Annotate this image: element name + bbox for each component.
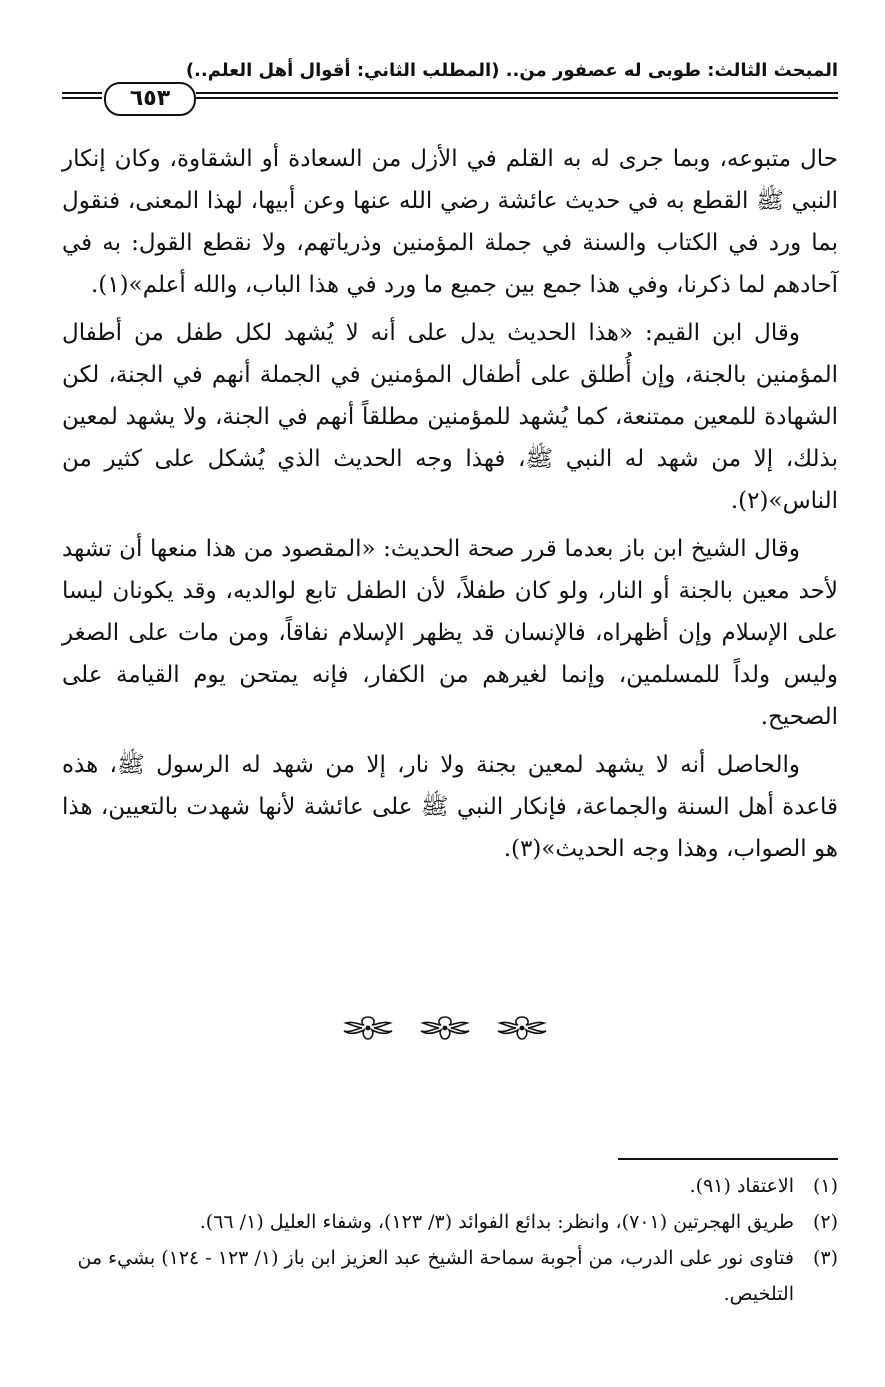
paragraph-2: وقال ابن القيم: «هذا الحديث يدل على أنه لا يُشهد لكل طفل من أطفال المؤمنين بالجنة، وإن أُطلق على أطفال المؤمنين في الجملة أنهم في الجنة، لكن الشهادة للمعين ممتنعة، كما يُشهد للمؤمنين مطلقاً أنهم في الجنة، ولا يشهد لمعين بذلك، إلا من شهد له النبي ﷺ، فهذا وجه الحديث الذي يُشكل على كثير من الناس»(٢). (62, 320, 838, 514)
paragraph-1: حال متبوعه، وبما جرى له به القلم في الأزل من السعادة أو الشقاوة، وكان إنكار النبي ﷺ القطع به في حديث عائشة رضي الله عنها وعن أبيها، لهذا المعنى، فنقول بما ورد في الكتاب والسنة في جملة المؤمنين وذرياتهم، ولا نقطع القول: به في آحادهم لما ذكرنا، وفي هذا جمع بين جميع ما ورد في هذا الباب، والله أعلم»(١). (62, 146, 838, 298)
footnote-item (62, 1168, 838, 1204)
footnote-text: الاعتقاد (٩١). (689, 1175, 794, 1197)
footnotes (62, 1168, 838, 1312)
footnote-number: (٢) (812, 1211, 838, 1233)
floral-ornament-icon (494, 1013, 550, 1043)
section-divider (340, 1008, 550, 1048)
footnote-number: (١) (812, 1175, 838, 1197)
footnote-number: (٣) (812, 1247, 838, 1269)
page-number: ٦٥٣ (104, 82, 196, 116)
footnote-text: فتاوى نور على الدرب، من أجوبة سماحة الشيخ عبد العزيز ابن باز (١/ ١٢٣ - ١٢٤) بشيء من التلخيص. (77, 1247, 794, 1305)
footnote-text: طريق الهجرتين (٧٠١)، وانظر: بدائع الفوائد (٣/ ١٢٣)، وشفاء العليل (١/ ٦٦). (199, 1211, 794, 1233)
header-rule-left-bottom (62, 97, 102, 99)
header-rule-top (196, 92, 838, 94)
paragraph-4: والحاصل أنه لا يشهد لمعين بجنة ولا نار، إلا من شهد له الرسول ﷺ، هذه قاعدة أهل السنة والجماعة، فإنكار النبي ﷺ على عائشة لأنها شهدت بالتعيين، هذا هو الصواب، وهذا وجه الحديث»(٣). (62, 752, 838, 862)
footnote-item (62, 1204, 838, 1240)
floral-ornament-icon (417, 1013, 473, 1043)
paragraph-3: وقال الشيخ ابن باز بعدما قرر صحة الحديث: «المقصود من هذا منعها أن تشهد لأحد معين بالجنة أو النار، ولو كان طفلاً، لأن الطفل تابع لوالديه، وقد يكونان ليسا على الإسلام وإن أظهراه، فالإنسان قد يظهر الإسلام نفاقاً، ومن مات على الصغر وليس ولداً للمسلمين، وإنما لغيرهم من الكفار، فإنه يمتحن يوم القيامة على الصحيح. (62, 536, 838, 730)
main-text (62, 138, 838, 876)
header-rule-bottom (196, 97, 838, 99)
footnote-item (62, 1240, 838, 1312)
footnote-separator (618, 1158, 838, 1160)
page-header (62, 52, 838, 112)
floral-ornament-icon (340, 1013, 396, 1043)
running-header-title: المبحث الثالث: طوبى له عصفور من.. (المطلب الثاني: أقوال أهل العلم..) (185, 60, 838, 81)
header-rule-left-top (62, 92, 102, 94)
